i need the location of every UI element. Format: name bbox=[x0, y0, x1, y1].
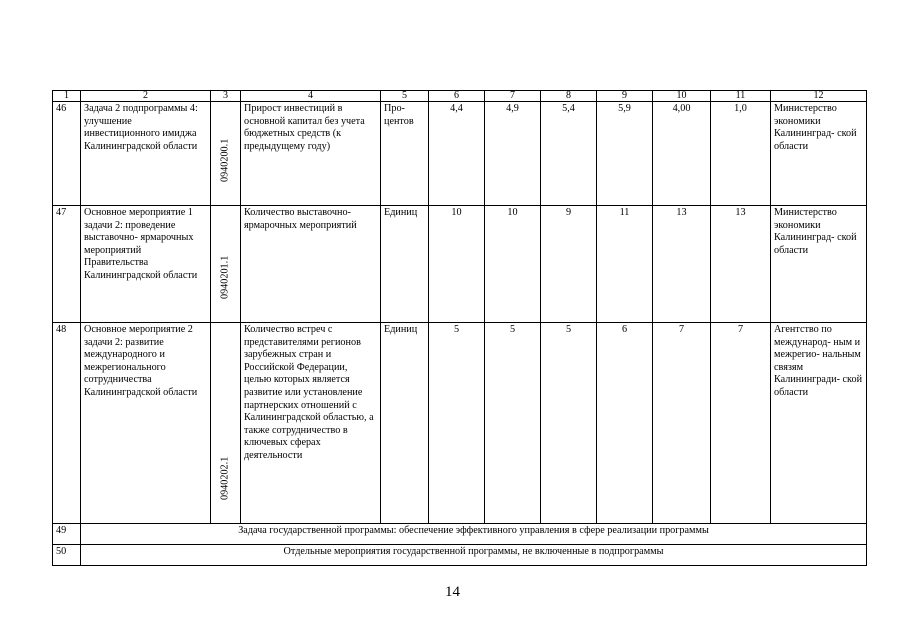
table-row bbox=[53, 323, 867, 524]
task-name: Основное мероприятие 2 задачи 2: развитие международного и межрегионального сотрудничества Калининградской области bbox=[81, 323, 211, 524]
indicator-name: Количество встреч с представителями регионов зарубежных стран и Российской Федерации, целью которых является развитие или установление партнерских отношений с Калининградской областью, а также сотрудничество в ключевых сферах деятельности bbox=[241, 323, 381, 524]
value-8: 5,4 bbox=[541, 102, 597, 206]
row-number: 48 bbox=[53, 323, 81, 524]
header-cell: 11 bbox=[711, 91, 771, 102]
code-text: 0940202.1 bbox=[219, 457, 231, 501]
code-text: 0940201.1 bbox=[219, 256, 231, 300]
task-name: Задача 2 подпрограммы 4: улучшение инвестиционного имиджа Калининградской области bbox=[81, 102, 211, 206]
value-7: 5 bbox=[485, 323, 541, 524]
row-number: 47 bbox=[53, 206, 81, 323]
unit: Единиц bbox=[381, 206, 429, 323]
value-6: 5 bbox=[429, 323, 485, 524]
header-cell: 3 bbox=[211, 91, 241, 102]
responsible: Министерство экономики Калининград- ской области bbox=[771, 102, 867, 206]
table-row bbox=[53, 102, 867, 206]
row-number: 50 bbox=[53, 545, 81, 566]
header-cell: 12 bbox=[771, 91, 867, 102]
code-cell bbox=[211, 102, 241, 206]
value-8: 5 bbox=[541, 323, 597, 524]
code-cell bbox=[211, 323, 241, 524]
value-9: 11 bbox=[597, 206, 653, 323]
value-7: 10 bbox=[485, 206, 541, 323]
value-11: 13 bbox=[711, 206, 771, 323]
header-cell: 5 bbox=[381, 91, 429, 102]
task-heading: Задача государственной программы: обеспечение эффективного управления в сфере реализации программы bbox=[81, 524, 867, 545]
table-row-task bbox=[53, 524, 867, 545]
value-9: 6 bbox=[597, 323, 653, 524]
responsible: Министерство экономики Калининград- ской области bbox=[771, 206, 867, 323]
value-10: 4,00 bbox=[653, 102, 711, 206]
code-text: 0940200.1 bbox=[219, 139, 231, 183]
value-9: 5,9 bbox=[597, 102, 653, 206]
task-name: Основное мероприятие 1 задачи 2: проведение выставочно- ярмарочных мероприятий Правительства Калининградской области bbox=[81, 206, 211, 323]
value-10: 13 bbox=[653, 206, 711, 323]
value-10: 7 bbox=[653, 323, 711, 524]
code-cell bbox=[211, 206, 241, 323]
value-11: 7 bbox=[711, 323, 771, 524]
table-row-task bbox=[53, 545, 867, 566]
table-row bbox=[53, 206, 867, 323]
indicator-name: Прирост инвестиций в основной капитал без учета бюджетных средств (к предыдущему году) bbox=[241, 102, 381, 206]
header-cell: 9 bbox=[597, 91, 653, 102]
page-number: 14 bbox=[445, 584, 460, 600]
header-cell: 8 bbox=[541, 91, 597, 102]
table-header-row bbox=[53, 91, 867, 102]
unit: Про- центов bbox=[381, 102, 429, 206]
header-cell: 2 bbox=[81, 91, 211, 102]
row-number: 49 bbox=[53, 524, 81, 545]
value-7: 4,9 bbox=[485, 102, 541, 206]
value-6: 4,4 bbox=[429, 102, 485, 206]
header-cell: 1 bbox=[53, 91, 81, 102]
header-cell: 4 bbox=[241, 91, 381, 102]
header-cell: 7 bbox=[485, 91, 541, 102]
header-cell: 10 bbox=[653, 91, 711, 102]
row-number: 46 bbox=[53, 102, 81, 206]
value-6: 10 bbox=[429, 206, 485, 323]
value-11: 1,0 bbox=[711, 102, 771, 206]
header-cell: 6 bbox=[429, 91, 485, 102]
task-heading: Отдельные мероприятия государственной программы, не включенные в подпрограммы bbox=[81, 545, 867, 566]
value-8: 9 bbox=[541, 206, 597, 323]
responsible: Агентство по международ- ным и межрегио- нальным связям Калинингради- ской области bbox=[771, 323, 867, 524]
unit: Единиц bbox=[381, 323, 429, 524]
indicator-name: Количество выставочно- ярмарочных мероприятий bbox=[241, 206, 381, 323]
indicators-table bbox=[52, 90, 867, 566]
